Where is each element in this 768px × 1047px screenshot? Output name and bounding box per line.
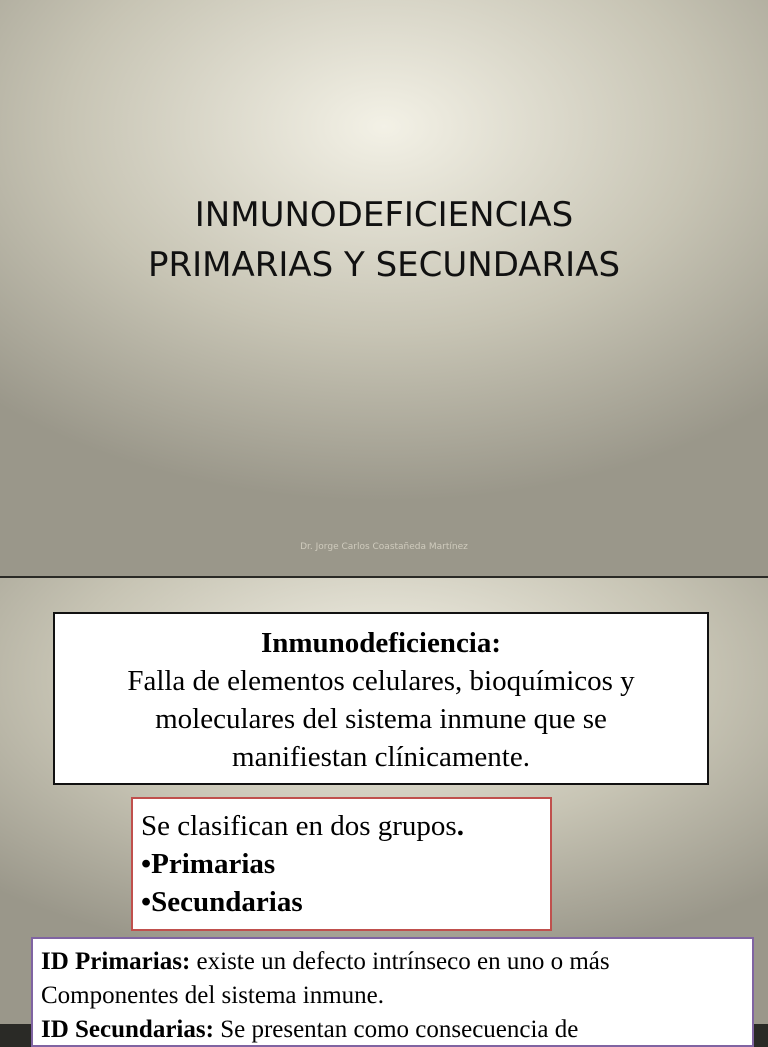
id-definitions-box: [31, 937, 754, 1047]
id-secundarias-text: Se presentan como consecuencia de: [213, 1016, 579, 1043]
slide-title: [0, 190, 768, 290]
bullet-icon: •: [141, 848, 152, 880]
id-primarias-line-2: Componentes del sistema inmune.: [41, 982, 385, 1009]
classification-intro-period: .: [456, 810, 464, 842]
id-primarias-text: existe un defecto intrínseco en uno o más: [190, 948, 610, 975]
title-line-1: INMUNODEFICIENCIAS: [194, 195, 574, 235]
definition-heading: Inmunodeficiencia:: [260, 627, 502, 659]
classification-item-primarias: [141, 845, 550, 883]
classification-item-secundarias: [141, 883, 550, 921]
classification-intro-text: Se clasifican en dos grupos: [141, 810, 457, 842]
definition-line-3: manifiestan clínicamente.: [232, 741, 530, 773]
definition-box: [53, 612, 709, 785]
definition-slide: [0, 578, 768, 1043]
id-primarias-label: ID Primarias:: [41, 948, 191, 975]
slide-footer: Dr. Jorge Carlos Coastañeda Martínez: [300, 542, 468, 552]
item-label: Primarias: [151, 848, 276, 880]
id-secundarias-label: ID Secundarias:: [41, 1016, 214, 1043]
definition-line-1: Falla de elementos celulares, bioquímicos y: [127, 665, 635, 697]
bullet-icon: •: [141, 886, 152, 918]
title-line-2: PRIMARIAS Y SECUNDARIAS: [147, 245, 621, 285]
definition-line-2: moleculares del sistema inmune que se: [155, 703, 607, 735]
id-secundarias-line: [41, 1013, 752, 1047]
classification-box: [131, 797, 552, 931]
classification-intro: [141, 807, 550, 845]
item-label: Secundarias: [151, 886, 303, 918]
id-primarias-line: [41, 945, 752, 979]
